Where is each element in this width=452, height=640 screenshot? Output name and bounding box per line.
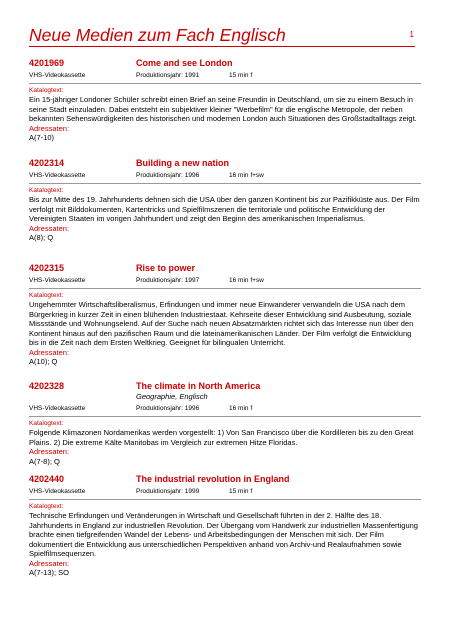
entry-id: 4202314 <box>29 158 65 168</box>
addressees-value: A(8); Q <box>29 233 54 242</box>
entry-year: Produktionsjahr: 1999 <box>136 488 200 495</box>
page-header <box>29 24 415 47</box>
addressees-label: Adressaten: <box>29 223 70 233</box>
entry-head <box>29 380 421 392</box>
entry-medium: VHS-Videokassette <box>29 488 86 495</box>
entry-id: 4201969 <box>29 58 65 68</box>
entry-year: Produktionsjahr: 1996 <box>136 405 200 412</box>
entry-subject: Geographie, Englisch <box>136 392 208 401</box>
catalog-text-label: Katalogtext: <box>29 420 64 427</box>
entry-meta <box>29 487 421 500</box>
entry-year: Produktionsjahr: 1996 <box>136 172 200 179</box>
catalog-text: Folgende Klimazonen Nordamerikas werden vorgestellt: 1) Von San Francisco über die Kordilleren bis zu den Great Plains. 2) Die extreme Kälte Manitobas im Vergleich zur extremen Hitze Floridas. <box>29 428 414 447</box>
entry-meta <box>29 404 421 417</box>
entry-medium: VHS-Videokassette <box>29 405 86 412</box>
entry-medium: VHS-Videokassette <box>29 72 86 79</box>
entry-title: Rise to power <box>136 263 196 273</box>
addressees-label: Adressaten: <box>29 347 70 357</box>
catalog-text: Bis zur Mitte des 19. Jahrhunderts dehnen sich die USA über den ganzen Kontinent bis zur Pazifikküste aus. Der Film verfolgt mit Bilddokumenten, Kartentricks und Spielfilmszenen die territoriale und politische Entwicklung der Vereinigten Staaten im vorigen Jahrhundert und zeigt den Beginn des amerikanischen Imperialismus. <box>29 195 420 223</box>
addressees-label: Adressaten: <box>29 123 70 133</box>
entry-id: 4202315 <box>29 263 65 273</box>
entry-medium: VHS-Videokassette <box>29 172 86 179</box>
entry-duration: 15 min f <box>229 488 253 495</box>
entry-meta <box>29 276 421 289</box>
catalog-text: Ein 15-jähriger Londoner Schüler schreibt einen Brief an seine Freundin in Deutschland, um sie zu einem Besuch in seine Stadt einzuladen. Dabei entsteht ein subjektiver kleiner "Werbefilm" für die englische Metropole, der neben bekannten Sehenswürdigkeiten des historischen und modernen London auch Situationen des Großstadtalltags zeigt. <box>29 95 417 123</box>
catalog-entry <box>29 57 421 143</box>
entry-title: Building a new nation <box>136 158 229 168</box>
entry-head <box>29 262 421 274</box>
entry-head <box>29 157 421 169</box>
addressees-value: A(7-10) <box>29 133 55 142</box>
entry-meta <box>29 71 421 84</box>
entry-duration: 15 min f <box>229 72 253 79</box>
page-title: Neue Medien zum Fach Englisch <box>29 25 286 45</box>
addressees-value: A(7-13); SO <box>29 568 70 577</box>
catalog-entry <box>29 262 421 367</box>
catalog-text: Technische Erfindungen und Veränderungen in Wirtschaft und Gesellschaft führten in der 2. Hälfte des 18. Jahrhunderts in England zur industriellen Revolution. Der Übergang vom Handwerk zur industriellen Massenfertigung brachte einen tiefgreifenden Wandel der Lebens- und Arbeitsbedingungen der Menschen mit sich. Der Film dokumentiert die Entwicklung aus unterschiedlichen Perspektiven anhand von Archiv-und Realaufnahmen sowie Spielfilmsequenzen. <box>29 511 418 558</box>
entry-id: 4202440 <box>29 474 65 484</box>
entry-title: The climate in North America <box>136 381 261 391</box>
entry-duration: 16 min f <box>229 405 253 412</box>
catalog-text: Ungehemmter Wirtschaftsliberalismus, Erfindungen und immer neue Einwanderer verwandeln die USA nach dem Bürgerkrieg in kurzer Zeit in einen blühenden Industriestaat. Kehrseite dieser Entwicklung sind Ausbeutung, soziale Missstände und Wohnungselend. Auf der Suche nach neuen Absatzmärkten richtet sich das Interesse nun über den Kontinent hinaus auf den pazifischen Raum und die lateinamerikanischen Länder. Der Film verfolgt die Entwicklung bis in die Zeit nach dem Ersten Weltkrieg. Geeignet für bilingualen Unterricht. <box>29 300 414 347</box>
catalog-text-label: Katalogtext: <box>29 503 64 510</box>
entry-title: Come and see London <box>136 58 233 68</box>
entry-id: 4202328 <box>29 381 65 391</box>
catalog-entry <box>29 473 421 578</box>
entry-title: The industrial revolution in England <box>136 474 290 484</box>
catalog-entry <box>29 380 421 466</box>
catalog-text-label: Katalogtext: <box>29 292 64 299</box>
entry-head <box>29 57 421 69</box>
catalog-text-label: Katalogtext: <box>29 187 64 194</box>
addressees-label: Adressaten: <box>29 447 70 456</box>
entry-meta <box>29 171 421 184</box>
addressees-value: A(7-8); Q <box>29 456 60 466</box>
page-number: 1 <box>409 30 414 39</box>
addressees-value: A(10); Q <box>29 357 58 366</box>
entry-head <box>29 473 421 485</box>
addressees-label: Adressaten: <box>29 558 70 568</box>
entry-medium: VHS-Videokassette <box>29 277 86 284</box>
entry-year: Produktionsjahr: 1991 <box>136 72 200 79</box>
entry-duration: 16 min f+sw <box>229 172 264 179</box>
catalog-text-label: Katalogtext: <box>29 87 64 94</box>
catalog-entry <box>29 157 421 243</box>
entry-year: Produktionsjahr: 1997 <box>136 277 200 284</box>
entry-duration: 16 min f+sw <box>229 277 264 284</box>
